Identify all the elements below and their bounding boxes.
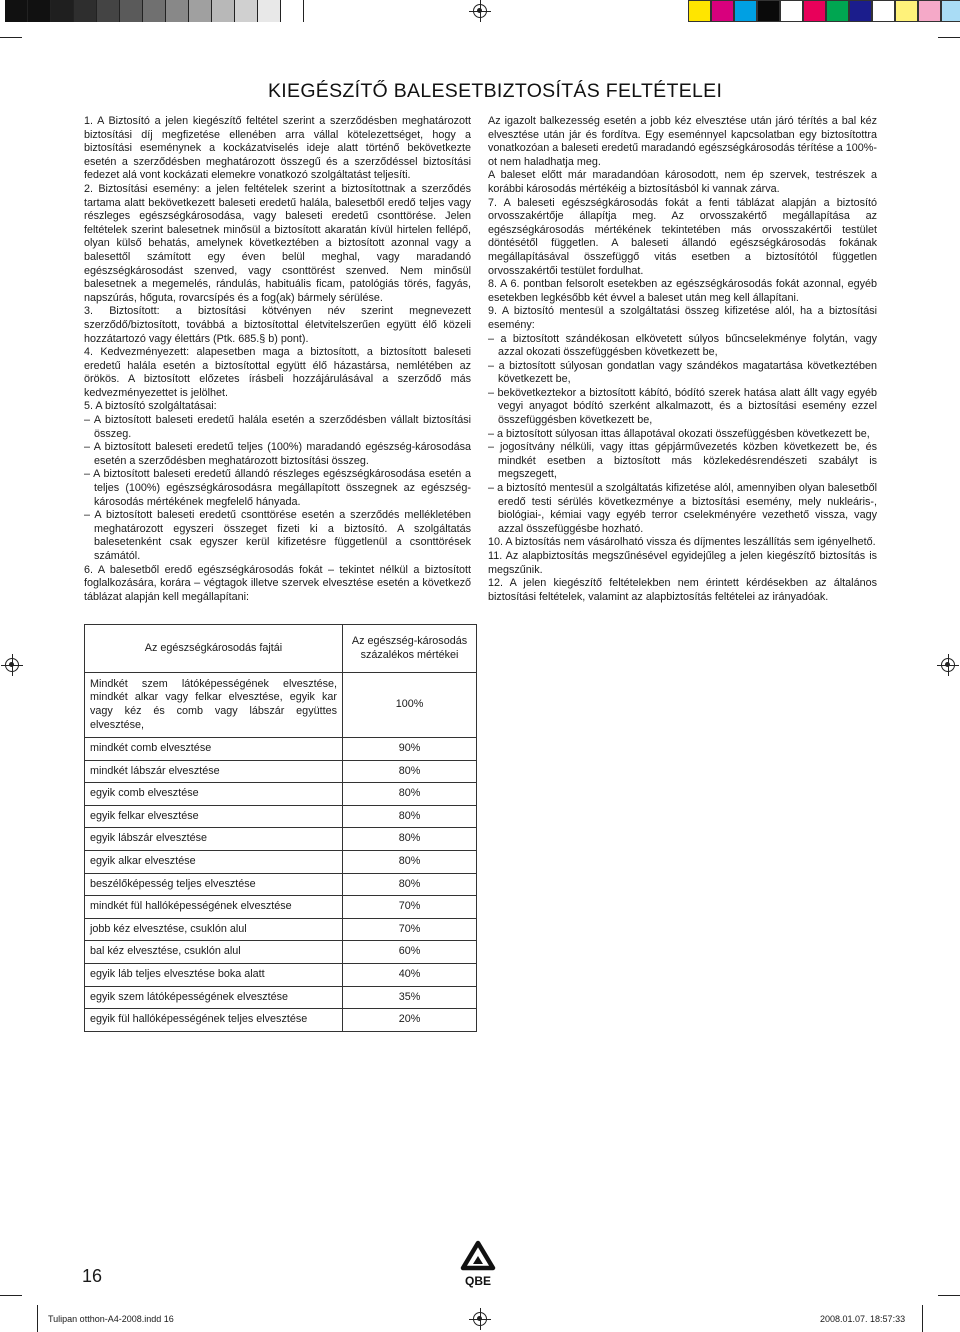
table-row	[85, 805, 477, 828]
gray-swatch	[212, 0, 235, 22]
table-cell: 80%	[343, 850, 477, 873]
footer-date: 2008.01.07. 18:57:33	[820, 1314, 906, 1324]
logo-text: QBE	[464, 1274, 492, 1288]
list-item: – a biztosító mentesül a szolgáltatás kifizetése alól, amennyiben olyan balesetből eredő testi sérülés következménye a biztosítási esemény, mely nukleáris-, biológiai-, kémiai vagy egyéb terror cselekményére vezethető vissza, vagy azzal összefüggésbe hozható.	[488, 482, 877, 535]
table-cell: egyik lábszár elvesztése	[85, 828, 343, 851]
table-row	[85, 896, 477, 919]
qbe-logo-icon	[458, 1240, 498, 1288]
list-item: – jogosítvány nélküli, vagy ittas gépjárművezetés közben következett be, és mindkét esetben a biztosított más közlekedésrendészeti szabályt is megszegett,	[488, 441, 877, 481]
color-swatch	[757, 0, 780, 22]
right-column	[488, 115, 877, 604]
table-row	[85, 783, 477, 806]
table-cell: 40%	[343, 963, 477, 986]
registration-mark-icon	[941, 658, 955, 672]
crop-mark	[0, 1295, 22, 1296]
color-swatch	[826, 0, 849, 22]
color-swatch	[803, 0, 826, 22]
table-cell: Mindkét szem látóképességének elvesztése, mindkét alkar vagy felkar elvesztése, egyik kar vagy kéz és comb vagy lábszár együttes elvesztése,	[85, 673, 343, 738]
registration-mark-icon	[473, 1312, 487, 1326]
gray-swatch	[28, 0, 51, 22]
table-cell: 80%	[343, 828, 477, 851]
table-cell: beszélőképesség teljes elvesztése	[85, 873, 343, 896]
paragraph: A baleset előtt már maradandóan károsodott, nem ép szervek, testrészek a korábbi károsodás mértékéig a biztosításból ki vannak zárva.	[488, 169, 877, 195]
gray-swatch	[97, 0, 120, 22]
list-item: – A biztosított baleseti eredetű halála esetén a szerződésben vállalt biztosítási összeg.	[84, 414, 471, 440]
color-swatch	[780, 0, 803, 22]
list-item: – A biztosított baleseti eredetű csonttörése esetén a szerződés mellékletében meghatározott egyszeri összeget fizeti ki a biztosító. A szolgáltatás balesetenként csak egyszer kerül kifizetésre függetlenül a csonttörések számától.	[84, 509, 471, 562]
color-calibration-bar	[688, 0, 960, 22]
list-item: – A biztosított baleseti eredetű teljes (100%) maradandó egészség-károsodása esetén a szerződésben meghatározott biztosítási összeg.	[84, 441, 471, 467]
table-row	[85, 918, 477, 941]
table-row	[85, 1009, 477, 1032]
grayscale-calibration-bar	[5, 0, 304, 22]
table-row	[85, 760, 477, 783]
table-cell: egyik alkar elvesztése	[85, 850, 343, 873]
gray-swatch	[74, 0, 97, 22]
table-cell: 35%	[343, 986, 477, 1009]
registration-mark-icon	[5, 658, 19, 672]
table-cell: mindkét lábszár elvesztése	[85, 760, 343, 783]
left-column	[84, 115, 471, 604]
list-item: – a biztosított súlyosan ittas állapotával okozati összefüggésben következett be,	[488, 427, 870, 440]
paragraph: 3. Biztosított: a biztosítási kötvényen név szerint megnevezett szerződő/biztosított, továbbá a biztosítottal életvitelszerűen együtt élő közeli hozzátartozó vagy élettárs (Ptk. 685.§ b) pont).	[84, 305, 471, 345]
table-cell: 100%	[343, 673, 477, 738]
paragraph: 10. A biztosítás nem vásárolható vissza és díjmentes leszállítás sem igényelhető.	[488, 536, 876, 549]
table-cell: 80%	[343, 873, 477, 896]
table-cell: 90%	[343, 738, 477, 761]
table-row	[85, 941, 477, 964]
color-swatch	[872, 0, 895, 22]
table-row	[85, 986, 477, 1009]
color-swatch	[711, 0, 734, 22]
table-header	[85, 625, 477, 673]
color-swatch	[688, 0, 711, 22]
paragraph: 12. A jelen kiegészítő feltételekben nem érintett kérdésekben az általános biztosítási feltételek, valamint az alapbiztosítás feltételei az irányadóak.	[488, 577, 877, 603]
list-item: – bekövetkeztekor a biztosított kábító, bódító szerek hatása alatt állt vagy egyéb vegyi anyagot bódító szerként alkalmazott, és a biztosítási esemény ezzel összefüggésben következett be,	[488, 386, 877, 427]
crop-mark	[938, 37, 960, 38]
table-cell: jobb kéz elvesztése, csuklón alul	[85, 918, 343, 941]
gray-swatch	[166, 0, 189, 22]
table-cell: mindkét comb elvesztése	[85, 738, 343, 761]
crop-mark	[938, 1295, 960, 1296]
gray-swatch	[258, 0, 281, 22]
table-row	[85, 850, 477, 873]
paragraph: 1. A Biztosító a jelen kiegészítő feltétel szerint a szerződésben meghatározott biztosítási díj megfizetése ellenében arra vállal kötelezettséget, hogy a biztosítási eseménynek a kockázatviselés ideje alatt történő bekövetkezte esetén a szerződésben meghatározott összegű és a szerződéssel biztosítási fedezet alá vont kockázati elemekre vonatkozó szolgáltatást teljesíti.	[84, 115, 471, 182]
table-cell: egyik comb elvesztése	[85, 783, 343, 806]
table-cell: egyik szem látóképességének elvesztése	[85, 986, 343, 1009]
list-item: – a biztosított súlyosan gondatlan vagy szándékos magatartása következtében következett be,	[488, 359, 877, 386]
table-cell: egyik fül hallóképességének teljes elvesztése	[85, 1009, 343, 1032]
table-cell: bal kéz elvesztése, csuklón alul	[85, 941, 343, 964]
paragraph: 5. A biztosító szolgáltatásai:	[84, 400, 217, 413]
paragraph: Az igazolt balkezesség esetén a jobb kéz elvesztése után járó térítés a bal kéz elvesztése után jár és fordítva. Egy eseménnyel kapcsolatban egy biztosítottra vonatkozóan a baleseti eredetű maradandó egészségkárosodás térítése a 100%-ot nem haladhatja meg.	[488, 115, 877, 168]
table-cell: egyik felkar elvesztése	[85, 805, 343, 828]
color-swatch	[849, 0, 872, 22]
table-cell: 70%	[343, 918, 477, 941]
table-row	[85, 828, 477, 851]
table-cell: 80%	[343, 783, 477, 806]
crop-mark	[922, 1305, 923, 1332]
table-cell: 60%	[343, 941, 477, 964]
paragraph: 6. A balesetből eredő egészségkárosodás fokát – tekintet nélkül a biztosított foglalkozására, korára – végtagok illetve szervek elvesztése esetén a következő táblázat alapján kell megállapítani:	[84, 563, 471, 603]
gray-swatch	[120, 0, 143, 22]
table-cell: 80%	[343, 805, 477, 828]
table-cell: 20%	[343, 1009, 477, 1032]
page-title: KIEGÉSZÍTŐ BALESETBIZTOSÍTÁS FELTÉTELEI	[268, 80, 723, 102]
list-item: – a biztosított szándékosan elkövetett súlyos bűncselekménye folytán, vagy azzal okozati összefüggésben következett be,	[488, 332, 877, 359]
gray-swatch	[5, 0, 28, 22]
color-swatch	[941, 0, 960, 22]
registration-mark-icon	[473, 4, 487, 18]
paragraph: 2. Biztosítási esemény: a jelen feltételek szerint a biztosítottnak a szerződés tartama alatt bekövetkezett baleseti eredetű halála, balesetből eredő teljes vagy részleges egészségkárosodása, vagy baleseti eredetű csonttörése. Jelen feltételek szerint balesetnek minősül a biztosított akaratán kívül hirtelen fellépő, olyan külső behatás, amelynek következtében a biztosított azonnal vagy a balesettől számított egy éven belül meghal, vagy maradandó egészségkárosodást szenved, vagy csonttörést szenved. Nem minősül balesetnek a megemelés, rándulás, habituális ficam, patológiás törés, fagyás, napszúrás, hőguta, rovarcsípés és a fog(ak) bármely sérülése.	[84, 182, 471, 304]
disability-table	[84, 624, 477, 1032]
table-row	[85, 673, 477, 738]
table-cell: mindkét fül hallóképességének elvesztése	[85, 896, 343, 919]
gray-swatch	[189, 0, 212, 22]
paragraph: 8. A 6. pontban felsorolt esetekben az egészségkárosodás fokát azonnal, egyéb esetekben legkésőbb két évvel a baleset után meg kell állapítani.	[488, 278, 877, 304]
color-swatch	[895, 0, 918, 22]
list-item: – A biztosított baleseti eredetű állandó részleges egészségkárosodása esetén a teljes (100%) egészségkárosodásra megállapított összegnek az egészség-károsodás mértékének megfelelő hányada.	[84, 468, 471, 508]
header-cell: Az egészségkárosodás fajtái	[85, 625, 343, 673]
footer-file: Tulipan otthon-A4-2008.indd 16	[48, 1314, 174, 1324]
paragraph: 7. A baleseti egészségkárosodás fokát a fenti táblázat alapján a biztosító orvosszakértője állapítja meg. Az orvosszakértő megállapítása az egészségkárosodás mértékének tekintetében más orvosszakértői testület döntésétől független. A baleseti állandó egészségkárosodás fokának megállapításával összefüggő vitás esetben a biztosítótól független orvosszakértői testület fordulhat.	[488, 196, 877, 277]
gray-swatch	[51, 0, 74, 22]
table-row	[85, 738, 477, 761]
paragraph: 4. Kedvezményezett: alapesetben maga a biztosított, a biztosított baleseti eredetű halála esetén a biztosítottal együtt élő házastársa, nemlétében az örökös. A biztosított előzetes írásbeli hozzájárulásával a szerződő más kedvezményezettet is jelölhet.	[84, 346, 471, 399]
crop-mark	[0, 37, 22, 38]
gray-swatch	[281, 0, 304, 22]
gray-swatch	[143, 0, 166, 22]
color-swatch	[918, 0, 941, 22]
crop-mark	[37, 1305, 38, 1332]
table-row	[85, 963, 477, 986]
header-cell: Az egészség-károsodás százalékos mértékei	[343, 625, 477, 673]
paragraph: 9. A biztosító mentesül a szolgáltatási összeg kifizetése alól, ha a biztosítási esemény:	[488, 305, 877, 331]
table-cell: egyik láb teljes elvesztése boka alatt	[85, 963, 343, 986]
color-swatch	[734, 0, 757, 22]
paragraph: 11. Az alapbiztosítás megszűnésével egyidejűleg a jelen kiegészítő biztosítás is megszűnik.	[488, 550, 877, 576]
page-number: 16	[82, 1266, 103, 1286]
table-row	[85, 873, 477, 896]
table-cell: 80%	[343, 760, 477, 783]
table-cell: 70%	[343, 896, 477, 919]
gray-swatch	[235, 0, 258, 22]
